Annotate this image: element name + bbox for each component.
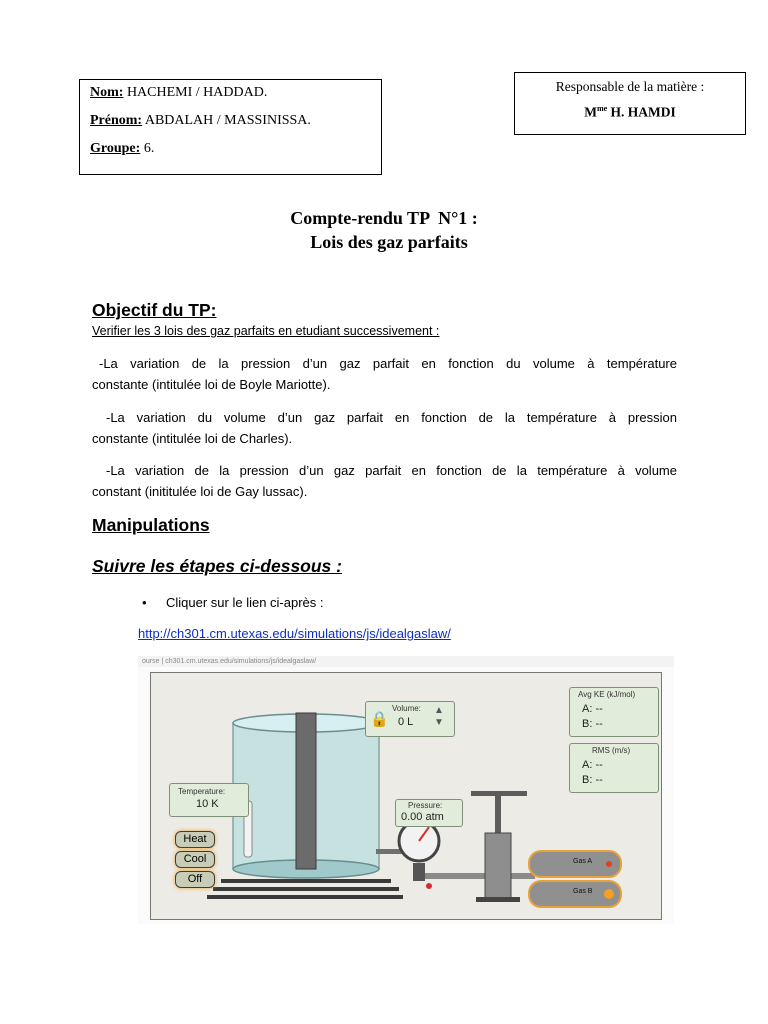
objectif-item-2-line2: constante (intitulée loi de Charles). [92, 431, 293, 446]
pressure-label: Pressure: [408, 801, 443, 810]
responsable-title-prefix: M [584, 104, 597, 120]
volume-panel [365, 701, 455, 737]
valve-knob [426, 883, 432, 889]
base-plate-2 [213, 887, 399, 891]
nom-label: Nom: [90, 85, 124, 100]
off-button[interactable]: Off [175, 871, 215, 888]
temperature-panel [169, 783, 249, 817]
cool-button[interactable]: Cool [175, 851, 215, 868]
responsable-title-sup: me [596, 104, 608, 113]
avg-ke-b: B: -- [582, 718, 603, 730]
volume-value: 0 L [398, 716, 414, 728]
volume-stepper-icon[interactable]: ▲ ▼ [434, 705, 444, 728]
simulation-frame [150, 672, 662, 920]
nom-value: HACHEMI / HADDAD. [126, 85, 268, 100]
groupe-row [90, 141, 154, 157]
manipulations-heading [92, 515, 210, 536]
responsable-name-line [515, 104, 745, 121]
gas-b-led [604, 889, 614, 899]
pressure-panel [395, 799, 463, 827]
rms-a: A: -- [582, 759, 603, 771]
browser-url-bar: ourse | ch301.cm.utexas.edu/simulations/js/idealgaslaw/ [138, 656, 674, 667]
rms-b: B: -- [582, 774, 603, 786]
gas-a-label[interactable]: Gas A [573, 858, 593, 865]
objectif-item-3-line1: -La variation de la pression d’un gaz parfait en fonction de la température à volume [106, 463, 677, 478]
avg-ke-label: Avg KE (kJ/mol) [578, 690, 636, 699]
heat-button[interactable]: Heat [175, 831, 215, 848]
objectif-item-1 [92, 353, 677, 395]
groupe-value: 6. [143, 141, 155, 156]
rms-panel [569, 743, 659, 793]
objectif-item-2-line1: -La variation du volume d’un gaz parfait en fonction de la température à pression [106, 410, 677, 425]
objectif-item-2 [92, 407, 677, 449]
objectif-item-3 [92, 460, 677, 502]
groupe-label: Groupe: [90, 141, 141, 156]
bullet-text: Cliquer sur le lien ci-après : [166, 595, 324, 610]
objectif-subheading: Verifier les 3 lois des gaz parfaits en etudiant successivement : [92, 324, 440, 338]
objectif-item-1-line2: constante (intitulée loi de Boyle Mariotte). [92, 377, 331, 392]
volume-label: Volume: [392, 704, 421, 713]
gas-pipe [425, 873, 535, 879]
responsable-label: Responsable de la matière : [555, 79, 705, 94]
pump-body [485, 833, 511, 899]
pump-rod [495, 793, 501, 835]
bullet-dot: • [142, 595, 147, 610]
doc-title-line1: Compte-rendu TP N°1 : [290, 208, 478, 228]
responsable-box [514, 72, 746, 135]
piston-rod [296, 713, 316, 869]
base-plate-3 [207, 895, 403, 899]
manipulations-heading-text: Manipulations [92, 515, 210, 535]
pump-base [476, 897, 520, 902]
objectif-heading-text: Objectif du TP: [92, 300, 217, 320]
doc-title-line2: Lois des gaz parfaits [310, 232, 468, 252]
prenom-label: Prénom: [90, 113, 143, 128]
temperature-label: Temperature: [178, 787, 226, 796]
gas-a-led [606, 861, 612, 867]
steps-heading [92, 556, 342, 577]
simulation-link[interactable]: http://ch301.cm.utexas.edu/simulations/js/idealgaslaw/ [138, 626, 451, 641]
avg-ke-a: A: -- [582, 703, 603, 715]
responsable-name: H. HAMDI [610, 104, 676, 120]
prenom-value: ABDALAH / MASSINISSA. [144, 113, 311, 128]
objectif-item-1-line1: -La variation de la pression d’un gaz parfait en fonction du volume à température [99, 356, 677, 371]
simulation-screenshot [138, 656, 674, 924]
nom-row [90, 85, 267, 101]
rms-label: RMS (m/s) [592, 746, 631, 755]
avg-ke-panel [569, 687, 659, 737]
student-info-box [79, 79, 382, 175]
lock-icon[interactable]: 🔒 [370, 711, 389, 728]
steps-heading-text: Suivre les étapes ci-dessous : [92, 556, 342, 576]
base-plate-1 [221, 879, 391, 883]
valve [413, 863, 425, 881]
temperature-value: 10 K [196, 798, 219, 810]
prenom-row [90, 113, 311, 129]
objectif-heading [92, 300, 216, 321]
pressure-value: 0.00 atm [401, 811, 444, 823]
gas-b-label[interactable]: Gas B [573, 888, 593, 895]
objectif-item-3-line2: constant (inititulée loi de Gay lussac). [92, 484, 308, 499]
